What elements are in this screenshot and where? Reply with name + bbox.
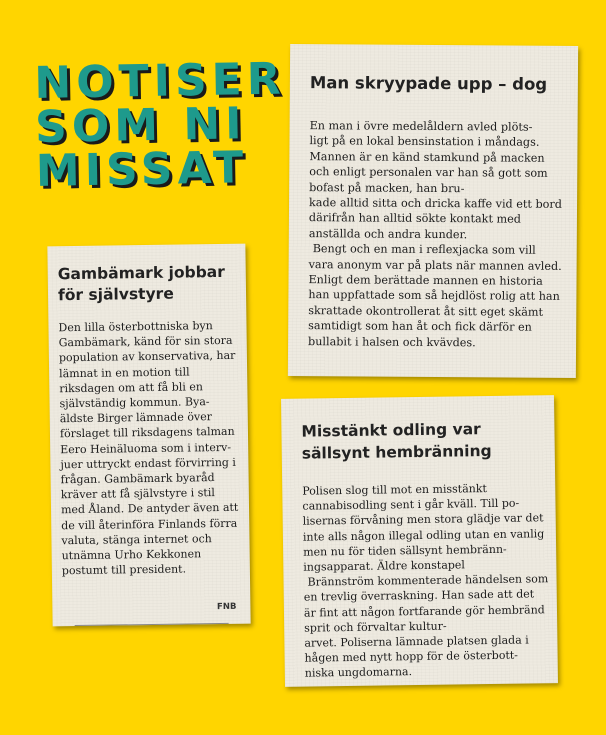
article-body <box>308 118 564 351</box>
article-paragraph: Bengt och en man i reflexjacka som vill vara anonym var på plats när mannen avled. Enligt dem berättade mannen en historia han uppfattade som så hejdlöst rolig att han skrattade okontrollerat åt sitt eget skämt samtidigt som han åt och fick därför en bullabit i halsen och kvävdes. <box>308 242 562 349</box>
headline-line-1: NOTISER <box>33 53 287 109</box>
article-byline: FNB <box>216 601 237 613</box>
article-paragraph: Polisen slog till mot en misstänkt cannabisodling sent i går kväll. Till po- lisernas förvåning men stora glädje var det inte alls någon illegal odling utan en vanlig men nu för tiden sällsynt hembränn- ingsapparat. Äldre konstapel <box>302 482 545 574</box>
headline-line-3: MISSAT <box>35 142 249 197</box>
article-paragraph: En man i övre medelåldern avled plöts- ligt på en lokal bensinstation i måndags. Mannen är en känd stamkund på macken och enligt personalen var han så gott som bofast på macken, han bru- kade alltid sitta och dricka kaffe vid ett bord därifrån han alltid sökte kontakt med anställda och andra kunder. <box>308 119 562 242</box>
article-paragraph: Den lilla österbottniska byn Gambämark, känd för sin stora population av konservativa, har lämnat in en motion till riksdagen om att få bli en självständig kommun. Bya- äldste Birger lämnade över förslaget till riksdagens talman Eero Heinäluoma som i interv- juer uttryckt endast förvirring i frågan. Gambämark byaråd kräver att få självstyre i stil med Åland. De antyder även att de vill återinföra Finlands förra valuta, stänga internet och utnämna Urho Kekkonen postumt till president. <box>58 319 239 578</box>
bottom-rule <box>75 623 229 626</box>
news-clipping-gambamark <box>47 244 250 627</box>
article-title: Gambämark jobbar för självstyre <box>57 262 225 305</box>
article-title: Man skryypade upp – dog <box>309 73 548 94</box>
article-body <box>302 480 550 681</box>
article-body <box>58 318 240 579</box>
article-paragraph: Brännström kommenterade händelsen som en trevlig överraskning. Han sade att det är fint att någon fortfarande gör hembränd sprit och förvaltar kultur- arvet. Poliserna lämnade platsen glada i hågen med nytt hopp för de österbott- niska ungdomarna. <box>303 572 549 681</box>
headline-line-2: SOM NI <box>34 98 247 153</box>
news-clipping-gas-station <box>288 44 578 378</box>
article-title: Misstänkt odling var sällsynt hembränning <box>301 420 492 463</box>
section-headline <box>33 53 287 197</box>
news-clipping-distilling <box>281 395 558 687</box>
